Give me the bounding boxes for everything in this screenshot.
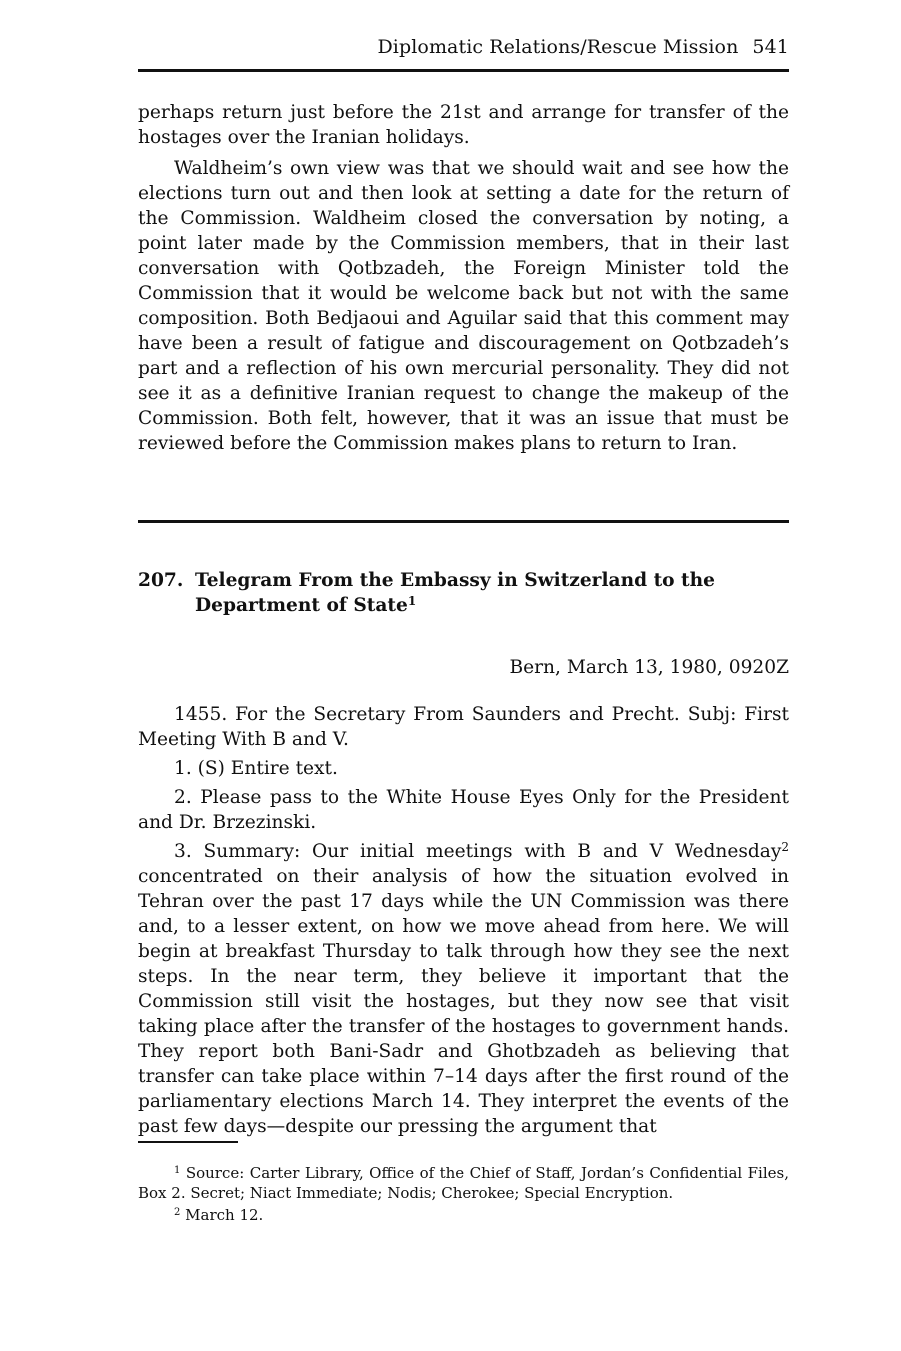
footnote-marker: 1 [174, 1165, 181, 1176]
footnote-ref: 2 [781, 840, 789, 854]
footnote-rule [138, 1141, 238, 1143]
running-title: Diplomatic Relations/Rescue Mission [377, 36, 739, 58]
document-heading [138, 568, 789, 618]
footnote-text: Source: Carter Library, Office of the Chief of Staff, Jordan’s Confidential Files, Box 2. Secret; Niact Immediate; Nodis; Cherokee; Special Encryption. [138, 1164, 789, 1202]
paragraph [138, 839, 789, 1139]
document-number: 207. [138, 570, 184, 591]
paragraph-text: 3. Summary: Our initial meetings with B and V Wednesday [174, 841, 782, 862]
telegram-body [138, 702, 789, 1139]
footnote [138, 1205, 789, 1225]
footnotes [138, 1163, 789, 1225]
dateline: Bern, March 13, 1980, 0920Z [509, 657, 789, 678]
continued-section [138, 100, 789, 456]
footnote [138, 1163, 789, 1203]
document-title: Telegram From the Embassy in Switzerland to the Department of State [195, 570, 715, 616]
section-divider [138, 520, 789, 523]
paragraph: 2. Please pass to the White House Eyes Only for the President and Dr. Brzezinski. [138, 787, 789, 833]
paragraph: 1. (S) Entire text. [174, 758, 338, 779]
page-number: 541 [752, 36, 789, 58]
paragraph: 1455. For the Secretary From Saunders and Precht. Subj: First Meeting With B and V. [138, 704, 789, 750]
running-header [138, 36, 789, 58]
paragraph: perhaps return just before the 21st and arrange for transfer of the hostages over the Iranian holidays. [138, 102, 789, 148]
paragraph: Waldheim’s own view was that we should wait and see how the elections turn out and then look at setting a date for the return of the Commission. Waldheim closed the conversation by noting, a point later made by the Commission members, that in their last conversation with Qotbzadeh, the Foreign Minister told the Commission that it would be welcome back but not with the same composition. Both Bedjaoui and Aguilar said that this comment may have been a result of fatigue and discouragement on Qotbzadeh’s part and a reflection of his own mercurial personality. They did not see it as a definitive Iranian request to change the makeup of the Commission. Both felt, however, that it was an issue that must be reviewed before the Commission makes plans to return to Iran. [138, 158, 789, 454]
header-rule [138, 69, 789, 72]
footnote-marker: 2 [174, 1207, 181, 1218]
paragraph-text: concentrated on their analysis of how the situation evolved in Tehran over the past 17 days while the UN Commission was there and, to a lesser extent, on how we move ahead from here. We will begin at breakfast Thursday to talk through how they see the next steps. In the near term, they believe it important that the Commission still visit the hostages, but they now see that visit taking place after the transfer of the hostages to government hands. They report both Bani-Sadr and Ghotbzadeh as believing that transfer can take place within 7–14 days after the first round of the parliamentary elections March 14. They interpret the events of the past few days—despite our pressing the argument that [138, 866, 789, 1137]
footnote-ref: 1 [407, 594, 417, 608]
footnote-text: March 12. [185, 1206, 264, 1224]
